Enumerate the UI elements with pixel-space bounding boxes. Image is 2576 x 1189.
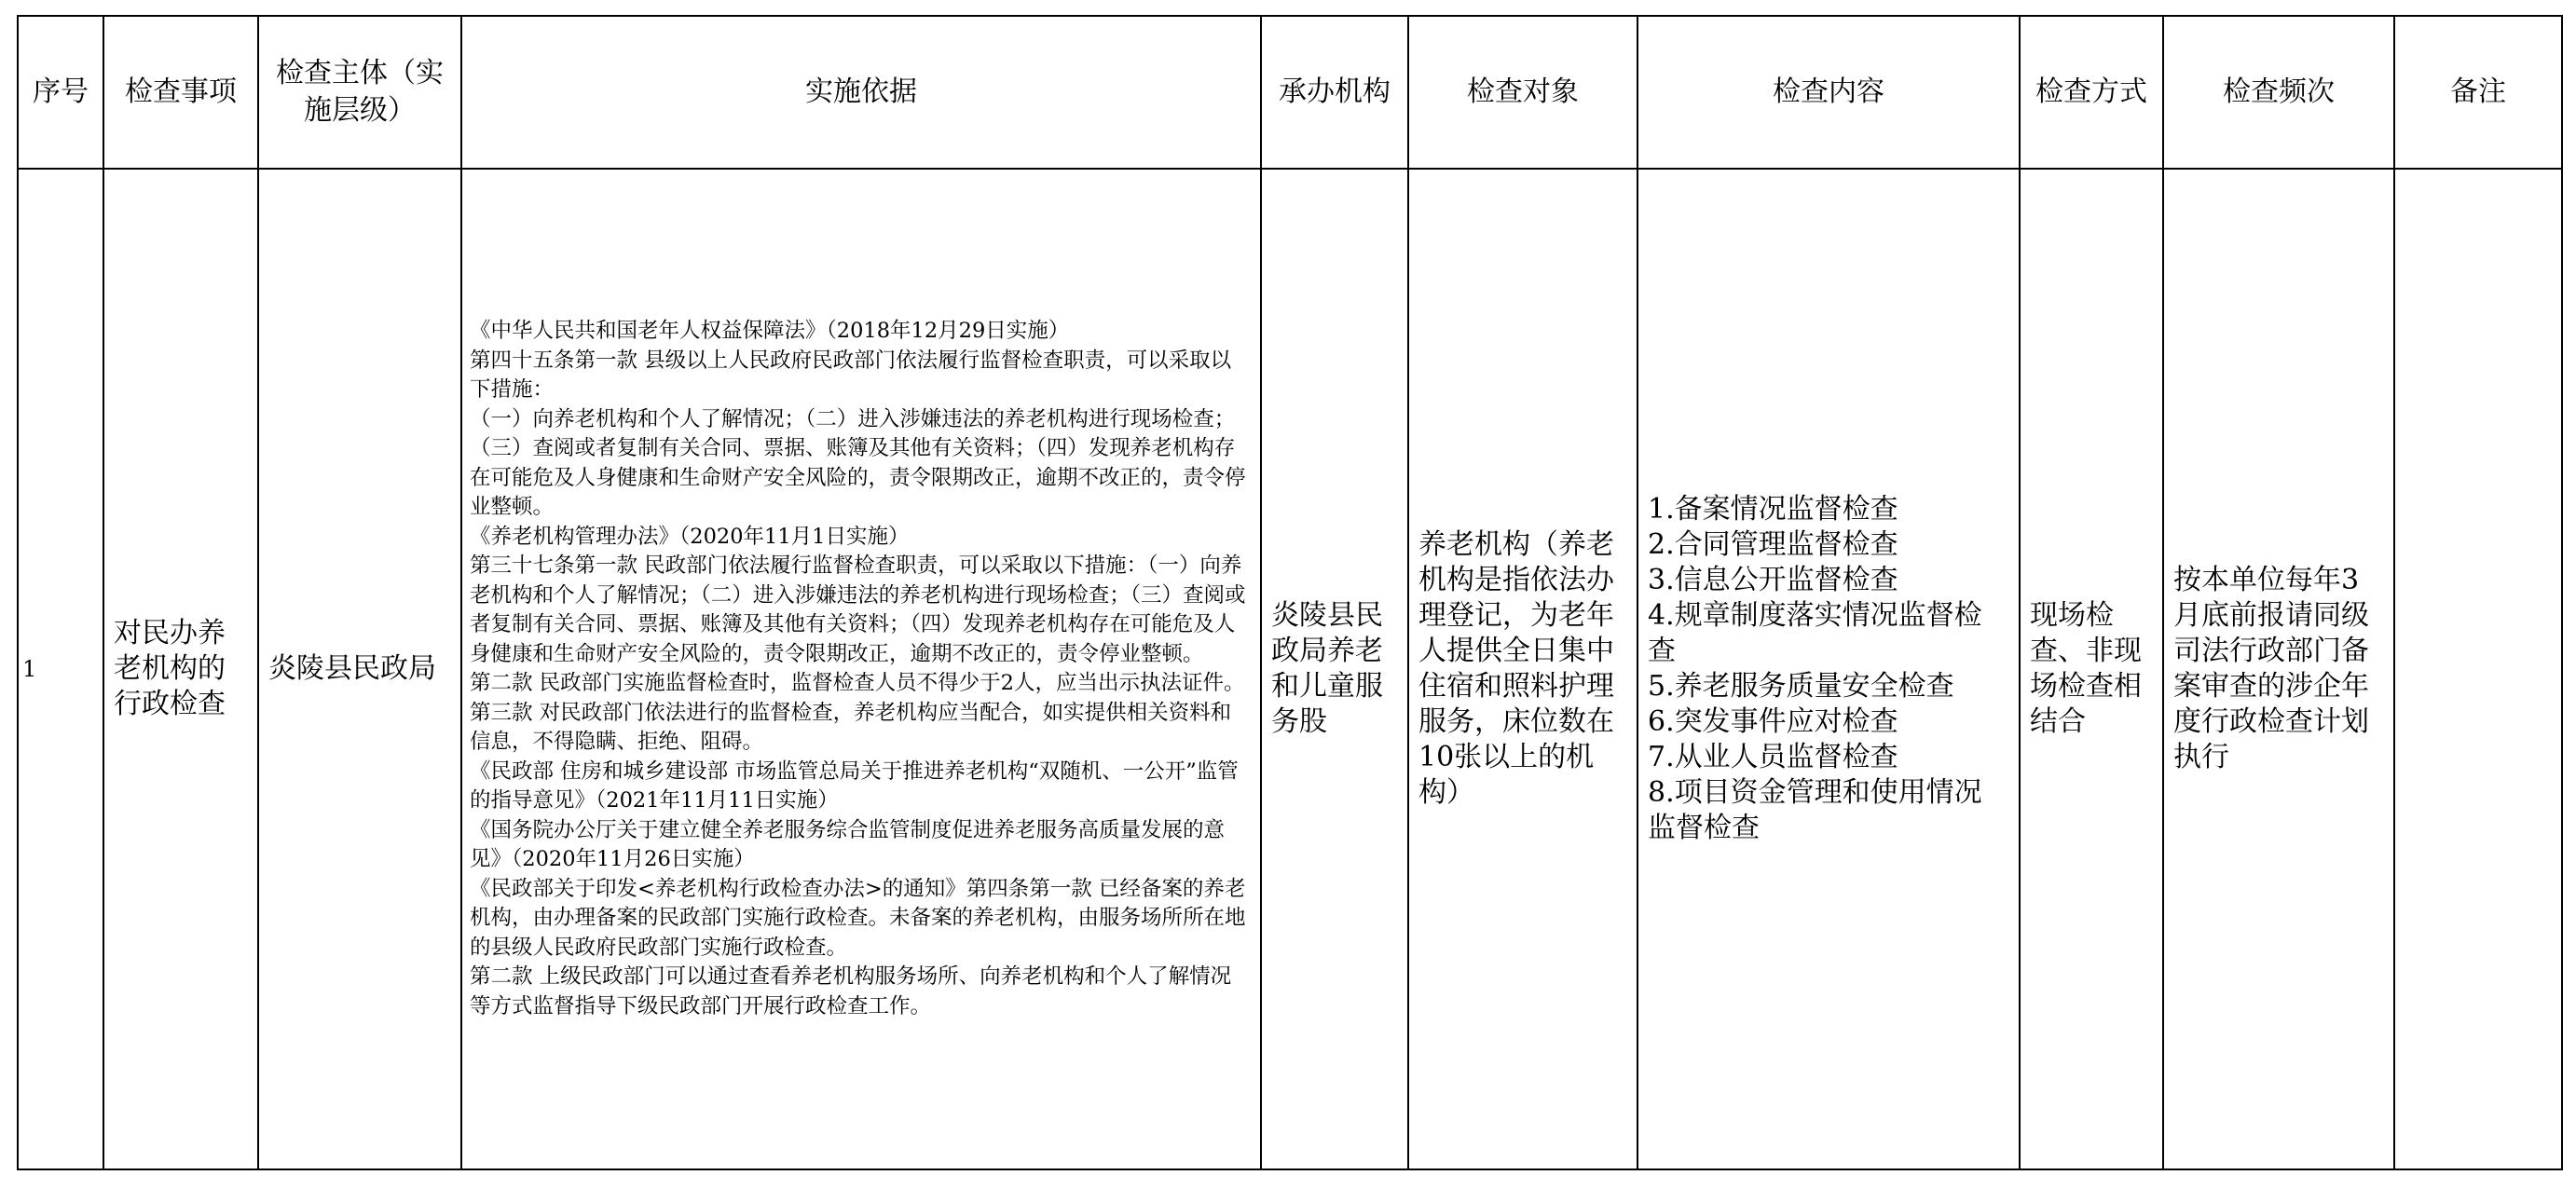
- table-row: [18, 169, 2562, 1169]
- inspection-table: [17, 15, 2563, 1170]
- cell-subject: 炎陵县民政局: [258, 169, 461, 1169]
- header-method: 检查方式: [2020, 16, 2163, 169]
- cell-remark: [2394, 169, 2562, 1169]
- cell-agency: 炎陵县民政局养老和儿童服务股: [1261, 169, 1408, 1169]
- header-subject: 检查主体（实施层级）: [258, 16, 461, 169]
- header-content: 检查内容: [1637, 16, 2020, 169]
- cell-basis: 《中华人民共和国老年人权益保障法》（2018年12月29日实施） 第四十五条第一款 县级以上人民政府民政部门依法履行监督检查职责，可以采取以下措施： （一）向养老机构和个人了解情况；（二）进入涉嫌违法的养老机构进行现场检查；（三）查阅或者复制有关合同、票据、账簿及其他有关资料；（四）发现养老机构存在可能危及人身健康和生命财产安全风险的，责令限期改正，逾期不改正的，责令停业整顿。 《养老机构管理办法》（2020年11月1日实施） 第三十七条第一款 民政部门依法履行监督检查职责，可以采取以下措施：（一）向养老机构和个人了解情况；（二）进入涉嫌违法的养老机构进行现场检查；（三）查阅或者复制有关合同、票据、账簿及其他有关资料；（四）发现养老机构存在可能危及人身健康和生命财产安全风险的，责令限期改正，逾期不改正的，责令停业整顿。 第二款 民政部门实施监督检查时，监督检查人员不得少于2人，应当出示执法证件。 第三款 对民政部门依法进行的监督检查，养老机构应当配合，如实提供相关资料和信息，不得隐瞒、拒绝、阻碍。 《民政部 住房和城乡建设部 市场监管总局关于推进养老机构“双随机、一公开”监管的指导意见》（2021年11月11日实施） 《国务院办公厅关于建立健全养老服务综合监管制度促进养老服务高质量发展的意见》（2020年11月26日实施） 《民政部关于印发<养老机构行政检查办法>的通知》第四条第一款 已经备案的养老机构，由办理备案的民政部门实施行政检查。未备案的养老机构，由服务场所所在地的县级人民政府民政部门实施行政检查。 第二款 上级民政部门可以通过查看养老机构服务场所、向养老机构和个人了解情况等方式监督指导下级民政部门开展行政检查工作。: [461, 169, 1261, 1169]
- cell-frequency: 按本单位每年3月底前报请同级司法行政部门备案审查的涉企年度行政检查计划执行: [2163, 169, 2394, 1169]
- cell-seq: 1: [18, 169, 103, 1169]
- header-agency: 承办机构: [1261, 16, 1408, 169]
- cell-target: 养老机构（养老机构是指依法办理登记，为老年人提供全日集中住宿和照料护理服务，床位数在10张以上的机构）: [1408, 169, 1637, 1169]
- cell-item: 对民办养老机构的行政检查: [103, 169, 258, 1169]
- header-target: 检查对象: [1408, 16, 1637, 169]
- cell-content: 1.备案情况监督检查 2.合同管理监督检查 3.信息公开监督检查 4.规章制度落实情况监督检查 5.养老服务质量安全检查 6.突发事件应对检查 7.从业人员监督检查 8.项目资金管理和使用情况监督检查: [1637, 169, 2020, 1169]
- cell-method: 现场检查、非现场检查相结合: [2020, 169, 2163, 1169]
- header-seq: 序号: [18, 16, 103, 169]
- header-basis: 实施依据: [461, 16, 1261, 169]
- header-row: [18, 16, 2562, 169]
- header-frequency: 检查频次: [2163, 16, 2394, 169]
- header-remark: 备注: [2394, 16, 2562, 169]
- header-item: 检查事项: [103, 16, 258, 169]
